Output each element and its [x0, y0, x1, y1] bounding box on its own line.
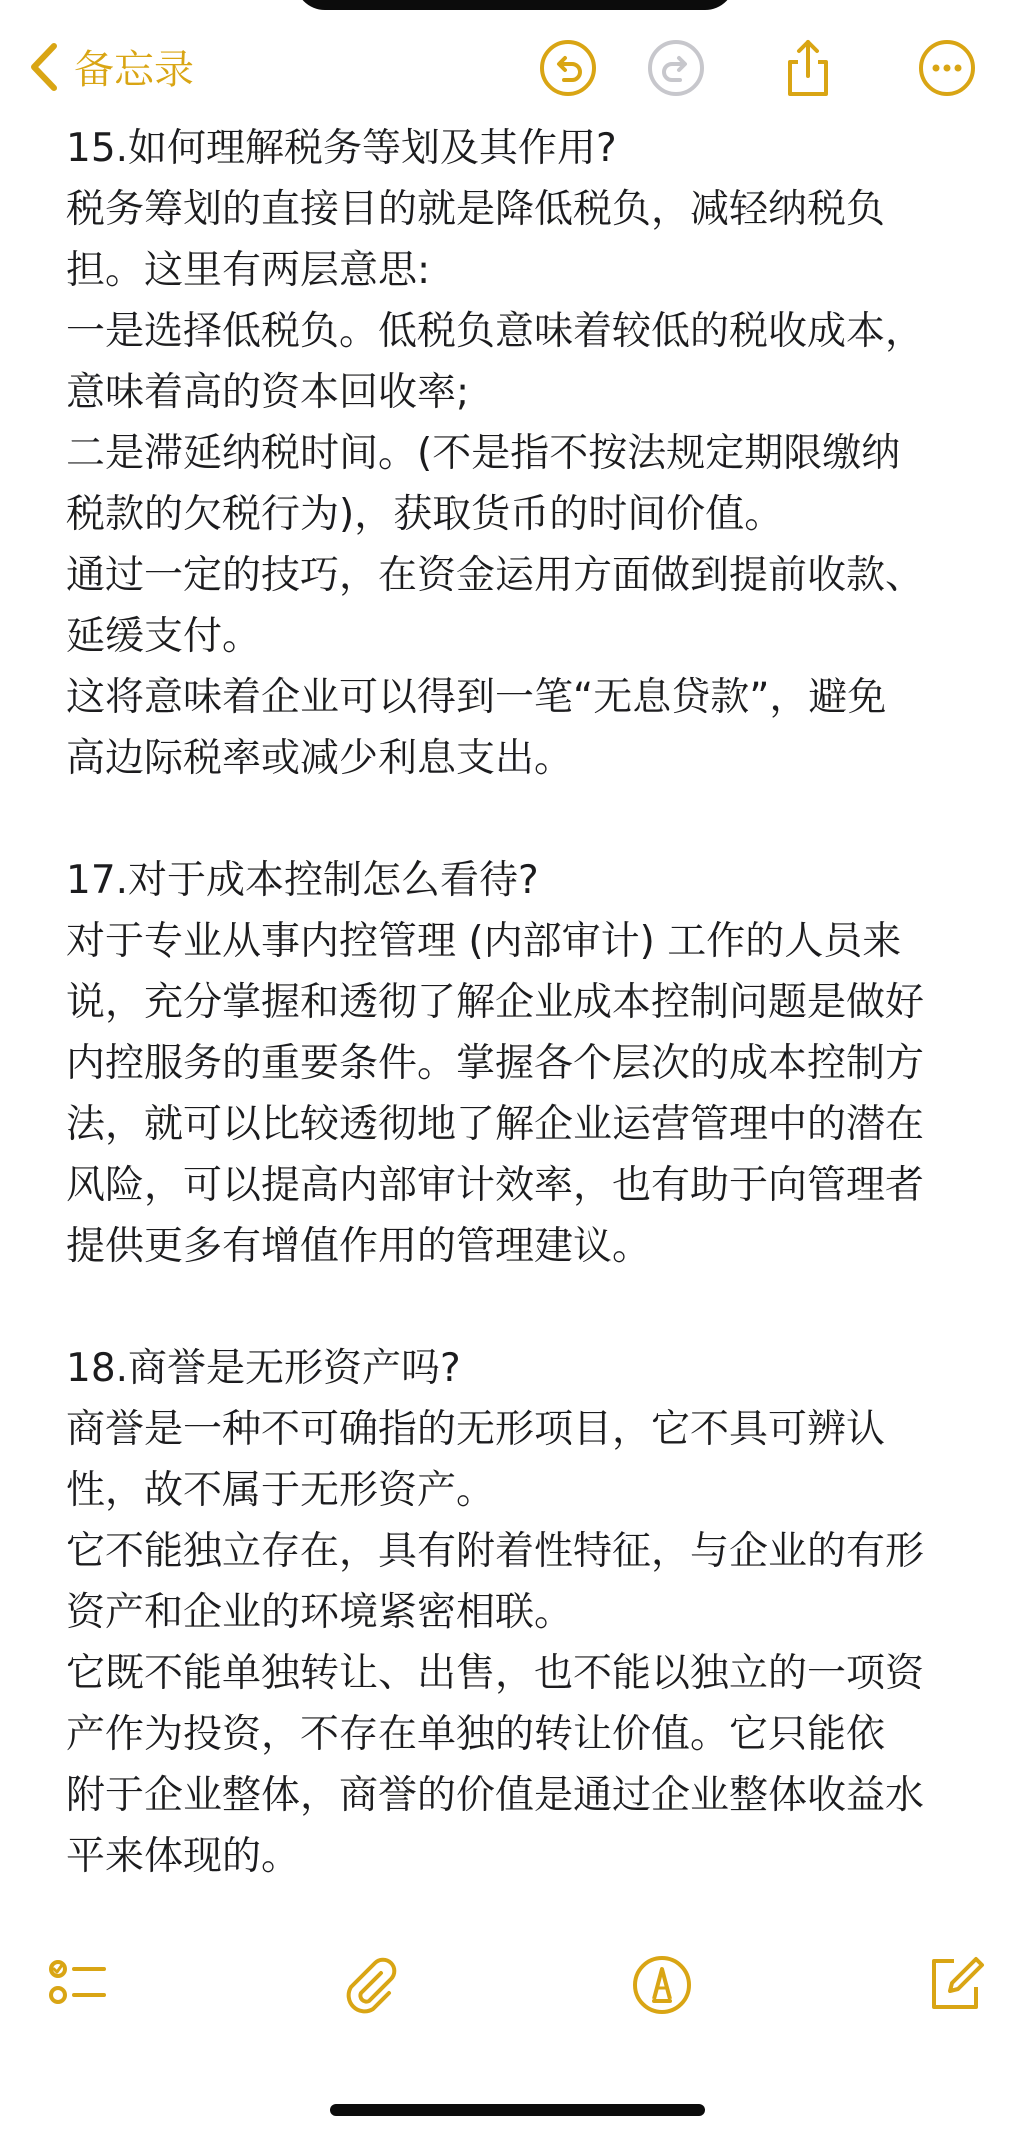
note-line: 内控服务的重要条件。掌握各个层次的成本控制方	[66, 1041, 925, 1086]
note-line: 意味着高的资本回收率;	[66, 370, 470, 415]
section-17-heading: 17.对于成本控制怎么看待?	[66, 858, 539, 903]
home-indicator	[330, 2104, 705, 2116]
undo-button[interactable]	[538, 38, 598, 98]
device-notch	[295, 0, 735, 10]
checklist-icon	[46, 1953, 110, 2017]
note-line: 平来体现的。	[66, 1834, 301, 1879]
note-line: 担。这里有两层意思:	[66, 248, 431, 293]
blank-line	[66, 1277, 976, 1338]
more-button[interactable]	[917, 38, 977, 98]
compose-button[interactable]	[924, 1953, 988, 2017]
markup-button[interactable]	[630, 1953, 694, 2017]
note-line: 说，充分掌握和透彻了解企业成本控制问题是做好	[66, 980, 925, 1025]
note-line: 税款的欠税行为)，获取货币的时间价值。	[66, 492, 784, 537]
share-button[interactable]	[778, 38, 838, 98]
share-icon	[778, 38, 838, 98]
note-line: 延缓支付。	[66, 614, 262, 659]
bottom-toolbar	[0, 1953, 1035, 2023]
note-line: 高边际税率或减少利息支出。	[66, 736, 574, 781]
note-line: 对于专业从事内控管理 (内部审计) 工作的人员来	[66, 919, 902, 964]
note-line: 它不能独立存在，具有附着性特征，与企业的有形	[66, 1529, 925, 1574]
note-line: 这将意味着企业可以得到一笔“无息贷款”，避免	[66, 675, 887, 720]
compose-icon	[924, 1953, 988, 2017]
note-line: 附于企业整体，商誉的价值是通过企业整体收益水	[66, 1773, 925, 1818]
note-line: 商誉是一种不可确指的无形项目，它不具可辨认	[66, 1407, 886, 1452]
back-button[interactable]	[26, 38, 194, 95]
chevron-left-icon	[26, 42, 60, 92]
checklist-button[interactable]	[46, 1953, 110, 2017]
note-line: 一是选择低税负。低税负意味着较低的税收成本，	[66, 309, 925, 354]
section-18-heading: 18.商誉是无形资产吗?	[66, 1346, 461, 1391]
note-body[interactable]	[66, 118, 976, 1887]
blank-line	[66, 789, 976, 850]
note-line: 提供更多有增值作用的管理建议。	[66, 1224, 652, 1269]
note-line: 它既不能单独转让、出售，也不能以独立的一项资	[66, 1651, 925, 1696]
undo-icon	[538, 38, 598, 98]
section-15-heading: 15.如何理解税务等划及其作用?	[66, 126, 617, 171]
navigation-bar	[0, 28, 1035, 108]
note-line: 产作为投资，不存在单独的转让价值。它只能依	[66, 1712, 886, 1757]
redo-icon	[646, 38, 706, 98]
back-label: 备忘录	[74, 47, 194, 93]
note-line: 通过一定的技巧，在资金运用方面做到提前收款、	[66, 553, 925, 598]
note-line: 税务筹划的直接目的就是降低税负，减轻纳税负	[66, 187, 886, 232]
note-line: 资产和企业的环境紧密相联。	[66, 1590, 574, 1635]
note-line: 性，故不属于无形资产。	[66, 1468, 496, 1513]
note-line: 法，就可以比较透彻地了解企业运营管理中的潜在	[66, 1102, 925, 1147]
markup-icon	[630, 1953, 694, 2017]
note-line: 风险，可以提高内部审计效率，也有助于向管理者	[66, 1163, 925, 1208]
attachment-icon	[339, 1953, 403, 2017]
more-icon	[917, 38, 977, 98]
note-line: 二是滞延纳税时间。(不是指不按法规定期限缴纳	[66, 431, 901, 476]
redo-button[interactable]	[646, 38, 706, 98]
attachment-button[interactable]	[339, 1953, 403, 2017]
